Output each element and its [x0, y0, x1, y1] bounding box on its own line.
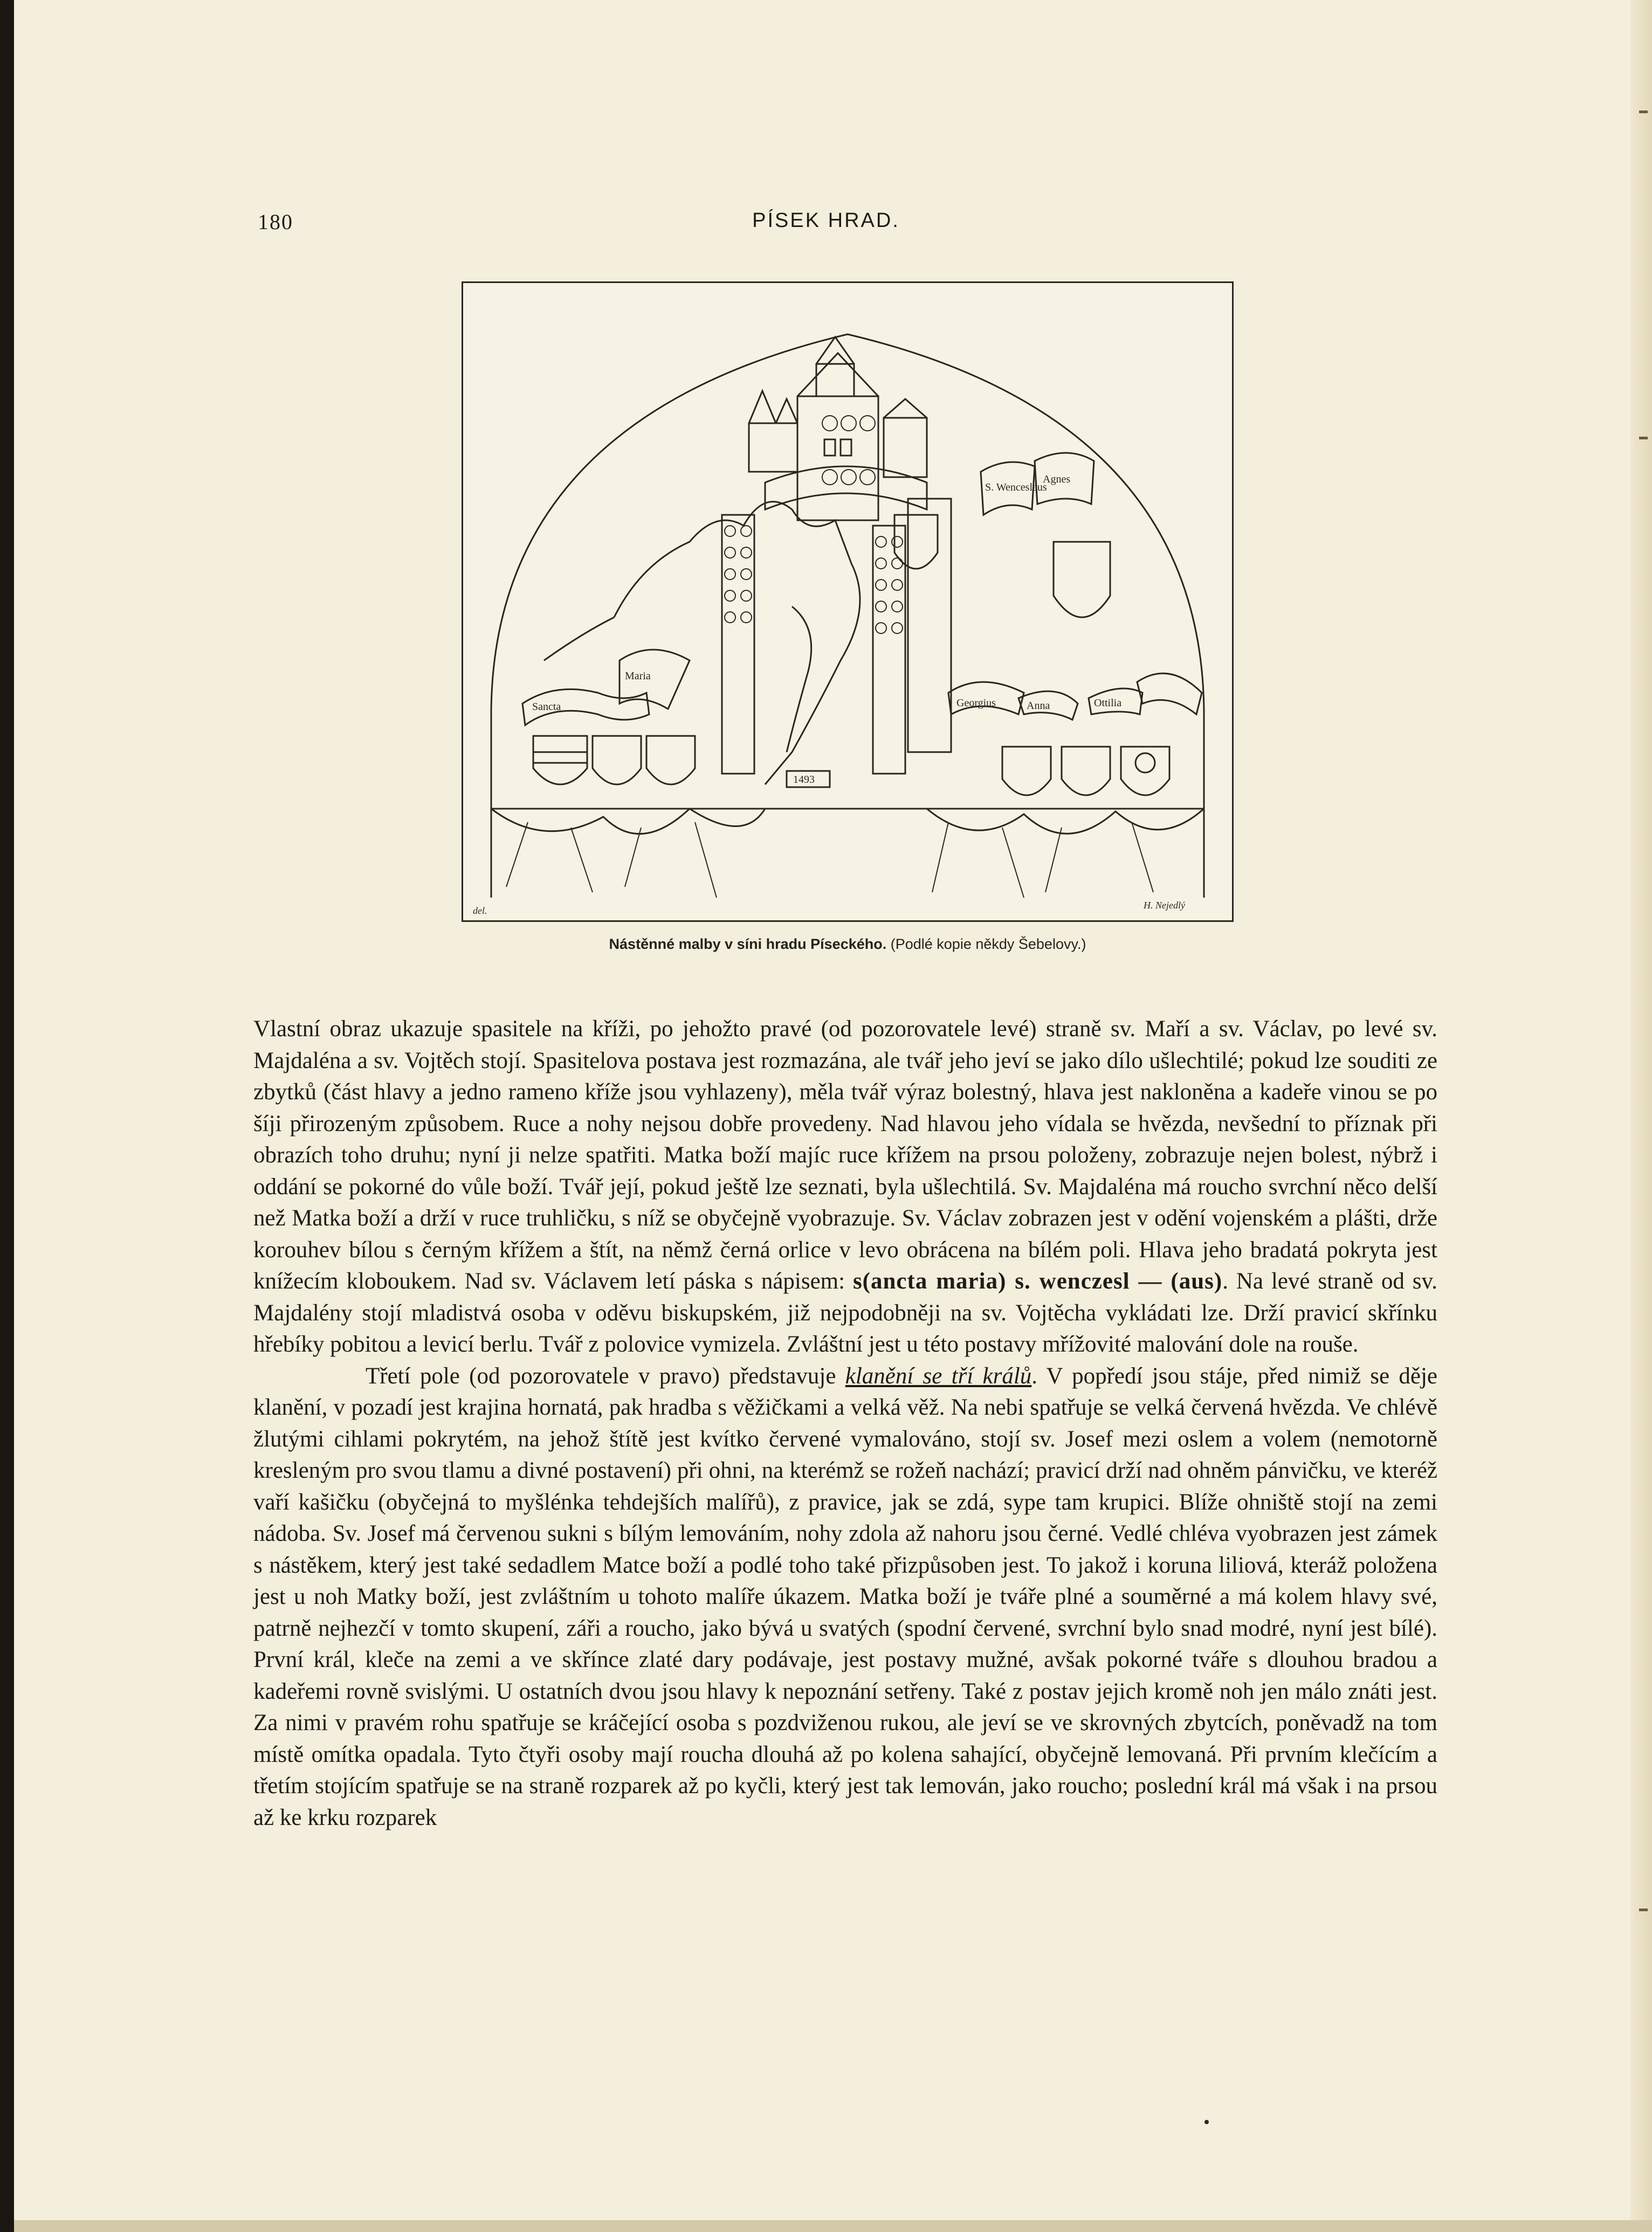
- edge-mark: [1639, 437, 1648, 439]
- shield-4: [1002, 747, 1051, 795]
- arch-outline: [491, 334, 1204, 898]
- scroll-text-6: Anna: [1027, 700, 1050, 712]
- edge-mark: [1639, 111, 1648, 113]
- scroll-text-5: Georgius: [956, 697, 996, 709]
- paragraph-2: [253, 1361, 1437, 1834]
- shield-7: [1054, 542, 1110, 617]
- page-number: 180: [258, 210, 293, 234]
- mountain-left: [614, 501, 860, 784]
- running-head: PÍSEK HRAD.: [752, 209, 900, 232]
- scroll-text-4: Agnes: [1043, 473, 1071, 485]
- body-text: [253, 1014, 1437, 1834]
- shield-8: [894, 515, 938, 569]
- page-fore-edge: [1630, 0, 1652, 2232]
- page-header: [0, 209, 1652, 242]
- book-spine-edge: [0, 0, 14, 2232]
- pillar-far-right: [908, 499, 951, 752]
- page-bottom-edge: [14, 2220, 1652, 2232]
- scroll-text-7: Ottilia: [1094, 697, 1122, 709]
- paragraph-2-start: Třetí pole (od pozorovatele v pravo) představuje: [366, 1363, 845, 1389]
- edge-mark: [1639, 1909, 1648, 1911]
- scroll-text-3: S. Wenceslaus: [985, 481, 1047, 493]
- emphasis-adoration: klanění se tří králů: [845, 1363, 1032, 1389]
- scroll-text-2: Maria: [625, 670, 651, 682]
- pillar-right: [873, 526, 905, 774]
- gothic-inscription: s(ancta maria) s. wenczesl — (aus): [852, 1269, 1223, 1294]
- caption-title: Nástěnné malby v síni hradu Píseckého.: [609, 936, 887, 952]
- paragraph-1: [253, 1014, 1437, 1361]
- paragraph-2-end: . V popředí jsou stáje, před nimiž se děje klanění, v pozadí jest krajina hornatá, pak hradba s věžičkami a velká věž. Na nebi spatřuje se velká červená hvězda. Ve chlévě žlutými cihlami pokrytém, na jehož štítě jest kvítko červené vymalováno, stojí sv. Josef mezi oslem a volem (nemotorně kresleným pro svou tlamu a divné postavení) při ohni, na kterémž se rožeň nachází; pravicí drží nad ohněm pánvičku, ve kteréž vaří kašičku (obyčejná to myšlénka tehdejších malířů), z pravice, jak se zdá, sype tam krupici. Blíže ohniště stojí na zemi nádoba. Sv. Josef má červenou sukni s bílým lemováním, nohy zdola až nahoru jsou černé. Vedlé chléva vyobrazen jest zámek s nástěkem, který jest také sedadlem Matce boží a podlé toho také přizpůsoben jest. To jakož i koruna liliová, kteráž položena jest u noh Matky boží, jest zvláštním u tohoto malíře úkazem. Matka boží je tváře plné a souměrné a má kolem hlavy své, patrně nejhezčí v tomto skupení, záři a roucho, jako bývá u svatých (spodní červené, svrchní bylo snad modré, nyní jest bílé). První král, kleče na zemi a ve skřínce zlaté dary podávaje, jest postavy mužné, avšak pokorné tváře s dlouhou bradou a kadeřemi rovně svislými. U ostatních dvou jsou hlavy k nepoznání setřeny. Také z postav jejich kromě noh jen málo znáti jest. Za nimi v pravém rohu spatřuje se kráčející osoba s pozdviženou rukou, ale jeví se ve skrovných zbytcích, poněvadž na tom místě omítka opadala. Tyto čtyři osoby mají roucha dlouhá až po kolena sahající, obyčejně lemovaná. Při prvním klečícím a třetím stojícím spatřuje se na straně rozparek až po kyčli, který jest tak lemován, jako roucho; poslední král má však i na prsou až ke krku rozparek: [253, 1363, 1437, 1830]
- shield-3: [646, 736, 695, 784]
- shield-2: [593, 736, 641, 784]
- castle-keep: [797, 396, 878, 520]
- lunette-drawing: [463, 283, 1232, 920]
- paragraph-1-end: . Na levé straně od sv. Majdalény stojí mladistvá osoba v oděvu biskupském, již nejpodobněji na sv. Vojtěcha vykládati lze. Drží pravicí skřínku hřebíky pobitou a levicí berlu. Tvář z polovice vymizela. Zvláštní jest u této postavy mřížovité malování dole na rouše.: [253, 1269, 1437, 1357]
- drapery-left: [491, 809, 765, 834]
- artist-signature: H. Nejedlý: [1144, 900, 1185, 911]
- wall-painting-illustration: [462, 281, 1234, 922]
- figure-caption: [462, 936, 1234, 953]
- ink-speck: [1204, 2120, 1209, 2124]
- corner-signature: del.: [473, 905, 487, 916]
- date-text: 1493: [793, 774, 815, 786]
- scroll-text-1: Sancta: [532, 701, 561, 713]
- drapery-right: [927, 809, 1204, 833]
- pillar-left: [722, 515, 754, 774]
- shield-5: [1062, 747, 1110, 795]
- caption-source: (Podlé kopie někdy Šebelovy.): [886, 936, 1086, 952]
- shield-1: [533, 736, 587, 784]
- paragraph-1-start: Vlastní obraz ukazuje spasitele na kříži, po jehožto pravé (od pozorovatele levé) straně sv. Maří a sv. Václav, po levé sv. Majdaléna a sv. Vojtěch stojí. Spasitelova postava jest rozmazána, ale tvář jeho jeví se jako dílo ušlechtilé; pokud lze souditi ze zbytků (část hlavy a jedno rameno kříže jsou vyhlazeny), měla tvář výraz bolestný, hlava jest nakloněna a kadeře vinou se po šíji přirozeným způsobem. Ruce a nohy nejsou dobře provedeny. Nad hlavou jeho vídala se hvězda, nevšední to příznak při obrazích toho druhu; nyní ji nelze spatřiti. Matka boží majíc ruce křížem na prsou položeny, zobrazuje nejen bolest, nýbrž i oddání se pokorné do vůle boží. Tvář její, pokud ještě lze seznati, byla ušlechtilá. Sv. Majdaléna má roucho svrchní něco delší než Matka boží a drží v ruce truhličku, s níž se obyčejně vyobrazuje. Sv. Václav zobrazen jest v odění vojenském a plášti, drže korouhev bílou s černým křížem a štít, na němž černá orlice v levo obrácena na bílém poli. Hlava jeho bradatá pokryta jest knížecím kloboukem. Nad sv. Václavem letí páska s nápisem:: [253, 1016, 1437, 1294]
